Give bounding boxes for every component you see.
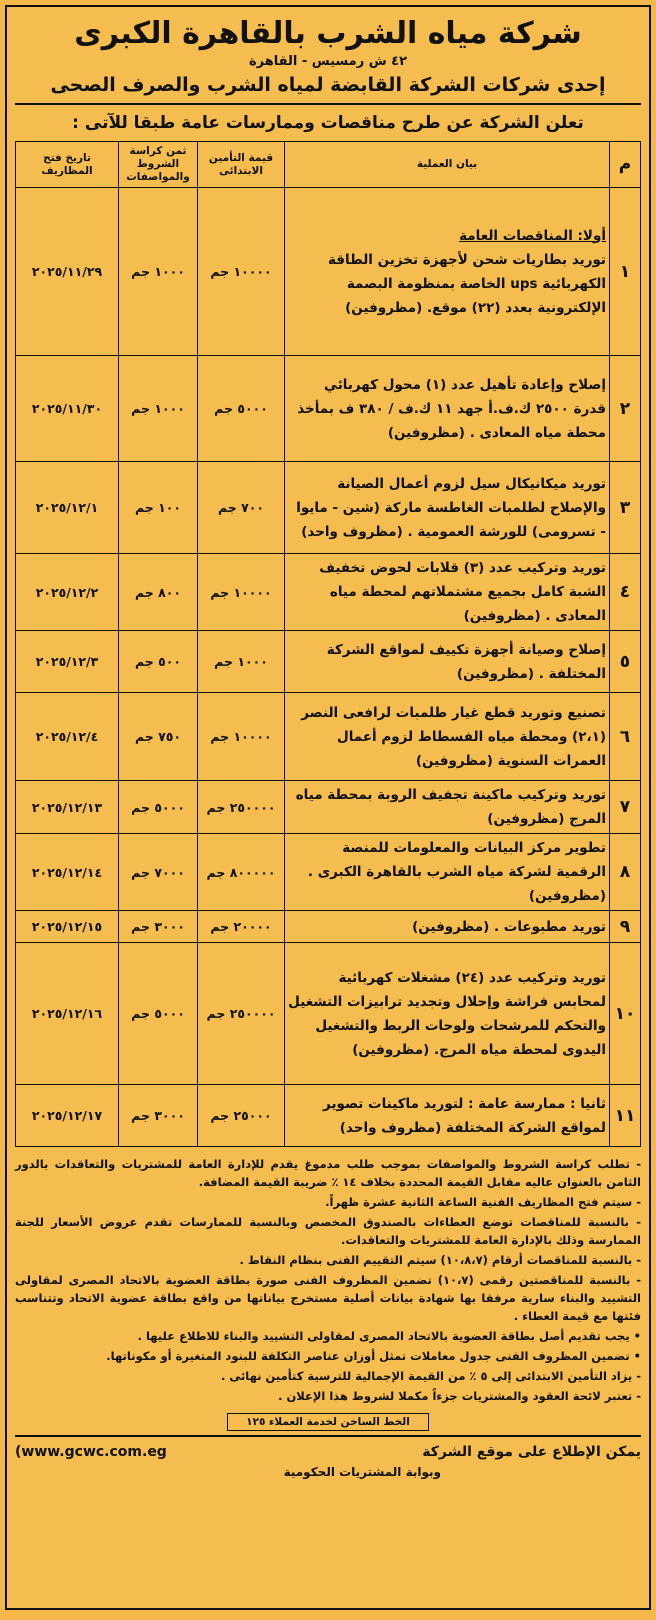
envelope-type: (مظروف واحد) [301, 523, 403, 540]
row-fee: ٣٠٠٠ جم [119, 911, 198, 943]
row-insurance: ١٠٠٠٠ جم [198, 693, 285, 781]
envelope-type: (مظروفين) [387, 424, 465, 441]
envelope-type: (مظروفين) [415, 752, 493, 769]
row-date: ٢٠٢٥/١١/٢٩ [16, 188, 119, 356]
row-description [285, 693, 610, 781]
row-number: ٨ [610, 834, 641, 911]
note-item: - بالنسبة للمناقصات توضع العطاءات بالصندوق المخصص وبالنسبة للممارسات تقدم عروض الأسعار للجنة الممارسة وذلك بالإدارة العامة للمشتريات والتعاقدات. [15, 1215, 641, 1247]
row-description [285, 631, 610, 693]
envelope-type: (مظروفين) [412, 918, 490, 935]
row-fee: ١٠٠٠ جم [119, 188, 198, 356]
row-number: ٧ [610, 781, 641, 834]
table-row [16, 462, 641, 554]
row-number: ١ [610, 188, 641, 356]
header-fee: ثمن كراسة الشروط والمواصفات [119, 142, 198, 188]
note-item: - تطلب كراسة الشروط والمواصفات بموجب طلب مدموغ يقدم للإدارة العامة للمشتريات والتعاقدات بالدور الثامن بالعنوان عاليه مقابل القيمة المحددة بخلاف ١٤ ٪ ضريبة القيمة المضافة. [15, 1157, 641, 1189]
table-row [16, 781, 641, 834]
envelope-type: (مظروفين) [352, 1041, 430, 1058]
description-text: ثانيا : ممارسة عامة : لتوريد ماكينات تصوير لمواقع الشركة المختلفة [323, 1095, 606, 1136]
row-date: ٢٠٢٥/١٢/٣ [16, 631, 119, 693]
row-fee: ١٠٠٠ جم [119, 356, 198, 462]
description-text: توريد وتركيب عدد (٢٤) مشغلات كهربائية لمحابس فراشة وإحلال وتجديد ترابيزات التشغيل والتحكم للمرشحات ولوحات الربط والتشغيل اليدوى لمحطة مياه المرج. [288, 969, 606, 1058]
procurement-portal: وبوابة المشتريات الحكومية [283, 1465, 441, 1479]
row-fee: ٣٠٠٠ جم [119, 1085, 198, 1147]
row-date: ٢٠٢٥/١٢/١٦ [16, 943, 119, 1085]
table-row [16, 356, 641, 462]
row-description [285, 911, 610, 943]
row-date: ٢٠٢٥/١١/٣٠ [16, 356, 119, 462]
row-number: ٥ [610, 631, 641, 693]
website-url[interactable]: (www.gcwc.com.eg [15, 1444, 167, 1460]
table-row [16, 911, 641, 943]
section-label: أولا: المناقصات العامة [459, 227, 606, 244]
row-fee: ٥٠٠ جم [119, 631, 198, 693]
row-number: ٩ [610, 911, 641, 943]
header-date: تاريخ فتح المظاريف [16, 142, 119, 188]
row-number: ٤ [610, 554, 641, 631]
row-number: ٢ [610, 356, 641, 462]
row-fee: ٥٠٠٠ جم [119, 781, 198, 834]
table-row [16, 693, 641, 781]
row-insurance: ٢٥٠٠٠ جم [198, 1085, 285, 1147]
row-description [285, 188, 610, 356]
row-insurance: ١٠٠٠٠ جم [198, 554, 285, 631]
company-subtitle: إحدى شركات الشركة القابضة لمياه الشرب والصرف الصحى [50, 74, 606, 96]
row-insurance: ٢٥٠٠٠٠ جم [198, 781, 285, 834]
website-line [15, 1441, 641, 1463]
note-item: - تعتبر لائحة العقود والمشتريات جزءاً مكملا لشروط هذا الإعلان . [278, 1389, 641, 1403]
table-row [16, 631, 641, 693]
company-address: ٤٢ ش رمسيس - القاهرة [248, 54, 408, 69]
row-fee: ٧٠٠٠ جم [119, 834, 198, 911]
row-date: ٢٠٢٥/١٢/٤ [16, 693, 119, 781]
row-description [285, 781, 610, 834]
row-fee: ٥٠٠٠ جم [119, 943, 198, 1085]
row-fee: ١٠٠ جم [119, 462, 198, 554]
envelope-type: (مظروفين) [528, 888, 606, 904]
row-number: ١١ [610, 1085, 641, 1147]
row-date: ٢٠٢٥/١٢/١ [16, 462, 119, 554]
row-date: ٢٠٢٥/١٢/١٧ [16, 1085, 119, 1147]
header-desc: بيان العملية [285, 142, 610, 188]
footer-divider [15, 1435, 641, 1437]
note-item: - بالنسبة للمناقصتين رقمى (١٠،٧) تضمين المظروف الفنى صورة بطاقة العضوية بالاتحاد المصرى لمقاولى التشييد والبناء سارية مرفقا بها شهادة بيانات أصلية مستخرج بياناتها من واقع بطاقة عضوية الاتحاد وتتناسب فئتها مع قيمة العطاء . [15, 1273, 641, 1323]
table-row [16, 188, 641, 356]
row-insurance: ١٠٠٠ جم [198, 631, 285, 693]
hotline: الخط الساخن لخدمة العملاء ١٢٥ [227, 1413, 429, 1431]
description-text: توريد ميكانيكال سيل لزوم أعمال الصيانة والإصلاح لطلمبات الغاطسة ماركة (شين - مايوا - تسرومى) للورشة العمومية . [296, 475, 606, 540]
envelope-type: (مظروفين) [463, 608, 541, 624]
row-fee: ٨٠٠ جم [119, 554, 198, 631]
description-text: توريد وتركيب عدد (٣) قلابات لحوض تخفيف الشبة كامل بجميع مشتملاتهم لمحطة مياه المعادى . [319, 560, 606, 624]
table-row [16, 1085, 641, 1147]
notes-list [15, 1155, 641, 1405]
row-description [285, 834, 610, 911]
announcement: تعلن الشركة عن طرح مناقصات وممارسات عامة طبقا للآتى : [72, 113, 584, 133]
row-description [285, 462, 610, 554]
note-item: - بالنسبة للمناقصات أرقام (١٠،٨،٧) سيتم التقييم الفنى بنظام النقاط . [239, 1253, 641, 1267]
description-text: إصلاح وصيانة أجهزة تكييف لمواقع الشركة المختلفة . [326, 641, 606, 682]
row-insurance: ٨٠٠٠٠٠ جم [198, 834, 285, 911]
row-date: ٢٠٢٥/١٢/١٤ [16, 834, 119, 911]
row-date: ٢٠٢٥/١٢/١٣ [16, 781, 119, 834]
row-insurance: ١٠٠٠٠ جم [198, 188, 285, 356]
description-text: توريد وتركيب ماكينة تجفيف الروبة بمحطة مياه المرج [295, 787, 606, 827]
row-number: ٣ [610, 462, 641, 554]
description-text: تصنيع وتوريد قطع غيار طلمبات لرافعى النصر (٢،١) ومحطة مياه الفسطاط لزوم أعمال العمرات السنوية [301, 704, 606, 769]
header-num: م [610, 142, 641, 188]
description-text: تطوير مركز البيانات والمعلومات للمنصة الرقمية لشركة مياه الشرب بالقاهرة الكبرى . [307, 840, 606, 880]
description-text: توريد بطاريات شحن لأجهزة تخزين الطاقة الكهربائية ups الخاصة بمنظومة البصمة الإلكترونية بعدد (٢٢) موقع. [327, 251, 606, 316]
tenders-table [15, 141, 641, 1147]
row-number: ٦ [610, 693, 641, 781]
row-insurance: ٢٠٠٠٠ جم [198, 911, 285, 943]
header-insurance: قيمة التأمين الابتدائى [198, 142, 285, 188]
description-text: توريد مطبوعات . [493, 918, 606, 935]
website-label: يمكن الإطلاع على موقع الشركة [422, 1444, 641, 1460]
note-item: • يجب تقديم أصل بطاقة العضوية بالاتحاد المصرى لمقاولى التشييد والبناء للاطلاع عليها . [137, 1329, 641, 1343]
row-fee: ٧٥٠ جم [119, 693, 198, 781]
table-row [16, 943, 641, 1085]
row-description [285, 943, 610, 1085]
note-item: • تضمين المظروف الفنى جدول معاملات تمثل أوزان عناصر التكلفة للبنود المتغيرة أو مكوناتها. [106, 1349, 641, 1363]
note-item: - سيتم فتح المظاريف الفنية الساعة الثانية عشرة ظهراً. [325, 1195, 641, 1209]
description-text: إصلاح وإعادة تأهيل عدد (١) محول كهربائي قدرة ٢٥٠٠ ك.ف.أ جهد ١١ ك.ف / ٣٨٠ ف بمأخذ محطة مياه المعادى . [297, 376, 606, 441]
row-date: ٢٠٢٥/١٢/١٥ [16, 911, 119, 943]
envelope-type: (مظروفين) [487, 811, 565, 827]
row-number: ١٠ [610, 943, 641, 1085]
row-insurance: ٧٠٠ جم [198, 462, 285, 554]
envelope-type: (مظروف واحد) [339, 1119, 442, 1136]
envelope-type: (مظروفين) [345, 299, 423, 316]
note-item: - يزاد التأمين الابتدائى إلى ٥ ٪ من القيمة الإجمالية للترسية كتأمين نهائى . [220, 1369, 641, 1383]
table-row [16, 834, 641, 911]
row-description [285, 554, 610, 631]
row-insurance: ٢٥٠٠٠٠ جم [198, 943, 285, 1085]
advertisement-page [5, 5, 651, 1610]
envelope-type: (مظروفين) [456, 665, 535, 682]
row-insurance: ٥٠٠٠ جم [198, 356, 285, 462]
table-row [16, 554, 641, 631]
header-divider [15, 103, 641, 105]
row-date: ٢٠٢٥/١٢/٢ [16, 554, 119, 631]
row-description [285, 356, 610, 462]
table-header-row [16, 142, 641, 188]
row-description [285, 1085, 610, 1147]
company-title: شركة مياه الشرب بالقاهرة الكبرى [74, 16, 582, 51]
